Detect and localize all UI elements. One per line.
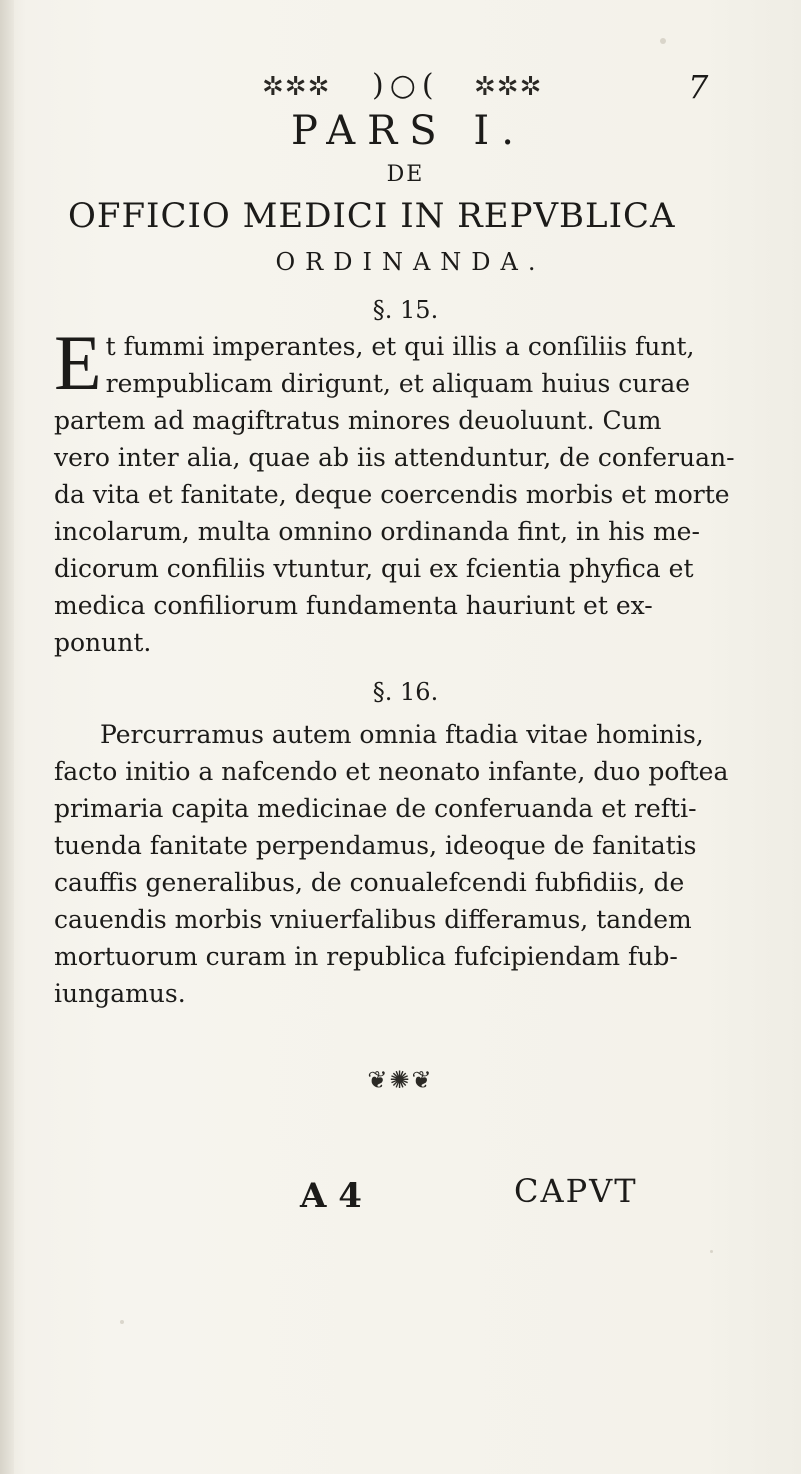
text-line: t fummi imperantes, et qui illis a conſiliis funt, [105, 332, 695, 361]
text-line: cauendis morbis vniuerfalibus differamus, tandem [54, 905, 692, 934]
text-line: facto initio a nafcendo et neonato infante, duo poftea [54, 757, 729, 786]
text-line: vero inter alia, quae ab iis attenduntur, de conferuan- [54, 443, 735, 472]
header-ornament-left: ✲✲✲ [262, 72, 331, 102]
text-line: cauffis generalibus, de conualefcendi fubfidiis, de [54, 868, 685, 897]
paper-speck [120, 1320, 124, 1324]
fleuron-ornament: ❦✺❦ [367, 1066, 434, 1094]
chapter-title: OFFICIO MEDICI IN REPVBLICA [68, 196, 676, 236]
title-de: DE [386, 162, 425, 187]
text-line: partem ad magiftratus minores deuoluunt. Cum [54, 406, 662, 435]
paper-speck [710, 1250, 713, 1253]
section-heading-16: §. 16. [372, 678, 439, 706]
paper-speck [660, 38, 666, 44]
section-15-paragraph [54, 319, 738, 661]
text-line: Percurramus autem omnia ftadia vitae hominis, [100, 720, 704, 749]
page-number: 7 [688, 68, 709, 106]
header-ornament-right: ✲✲✲ [474, 72, 543, 102]
text-line: ponunt. [54, 628, 152, 657]
text-line: iungamus. [54, 979, 186, 1008]
section-16-paragraph [54, 716, 738, 1012]
text-line: primaria capita medicinae de conferuanda et refti- [54, 794, 697, 823]
chapter-subtitle: ORDINANDA. [275, 248, 546, 276]
drop-cap: E [54, 319, 102, 406]
section-heading-15: §. 15. [372, 296, 439, 324]
catchword: CAPVT [514, 1172, 638, 1210]
text-line: rempublicam dirigunt, et aliquam huius curae [105, 369, 691, 398]
part-heading: PARS I. [291, 108, 526, 154]
text-line: dicorum confiliis vtuntur, qui ex fcientia phyfica et [54, 554, 694, 583]
page-binding-edge [0, 0, 14, 1474]
text-line: tuenda fanitate perpendamus, ideoque de fanitatis [54, 831, 697, 860]
text-line: mortuorum curam in republica fufcipiendam fub- [54, 942, 678, 971]
text-line: da vita et fanitate, deque coercendis morbis et morte [54, 480, 730, 509]
signature-mark: A 4 [300, 1176, 362, 1216]
header-parenthesis-ornament: )○( [372, 68, 440, 103]
text-line: incolarum, multa omnino ordinanda fint, in his me- [54, 517, 700, 546]
text-line: medica confiliorum fundamenta hauriunt et ex- [54, 591, 653, 620]
